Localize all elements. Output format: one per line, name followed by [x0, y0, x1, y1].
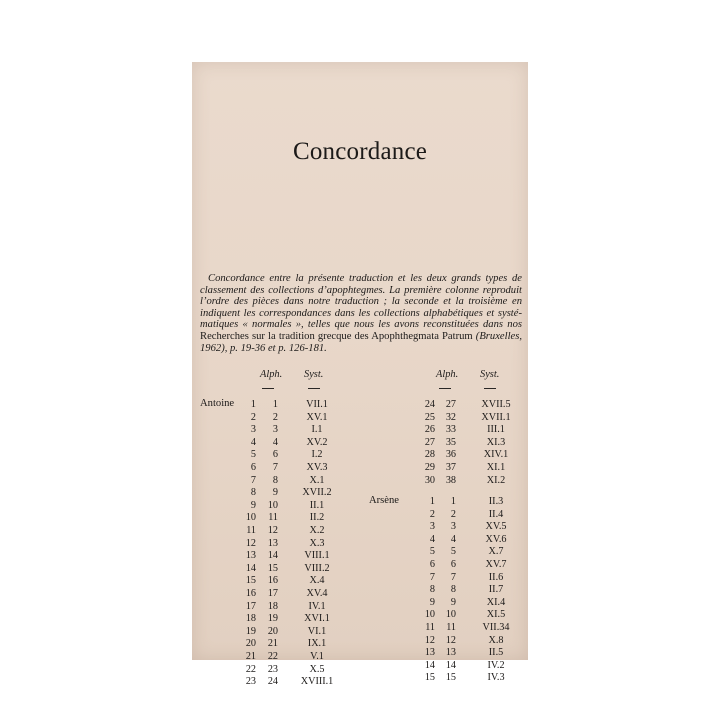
arsene-piece-number: 1 — [429, 496, 435, 507]
intro-paragraph — [200, 273, 522, 354]
arsene-piece-number: 15 — [424, 672, 435, 684]
antoine-syst-reference: XVI.1 — [304, 613, 330, 625]
arsene-piece-number: 12 — [424, 634, 435, 646]
antoine-syst-reference: VII.1 — [306, 399, 328, 410]
antoine-piece-number: 13 — [245, 550, 256, 562]
antoine-piece-number: 12 — [245, 537, 256, 549]
antoine-piece-number: 5 — [250, 449, 256, 461]
left-header-syst: Syst. — [304, 369, 324, 380]
antoine-cont-piece-number: 28 — [424, 449, 435, 461]
arsene-alph-number: 1 — [450, 496, 456, 507]
antoine-alph-number: 16 — [267, 575, 278, 587]
antoine-alph-number: 9 — [272, 487, 278, 499]
antoine-piece-number: 14 — [245, 562, 256, 574]
arsene-syst-reference: X.8 — [488, 634, 504, 646]
antoine-syst-reference: XV.3 — [306, 462, 328, 473]
antoine-syst-reference: V.1 — [310, 651, 324, 662]
antoine-syst-reference: I.2 — [311, 449, 323, 461]
antoine-piece-number: 3 — [250, 424, 256, 436]
antoine-alph-number: 10 — [267, 499, 278, 511]
arsene-alph-number: 9 — [450, 596, 456, 608]
antoine-piece-number: 4 — [250, 436, 256, 448]
antoine-syst-reference: IX.1 — [307, 638, 327, 650]
section-label-arsene: Arsène — [369, 495, 400, 506]
antoine-alph-number: 8 — [272, 474, 278, 486]
arsene-piece-number: 4 — [429, 533, 435, 545]
arsene-piece-number: 8 — [429, 584, 435, 596]
antoine-cont-alph-number: 33 — [445, 424, 456, 436]
antoine-cont-alph-number: 38 — [445, 474, 456, 486]
arsene-alph-number: 7 — [450, 571, 456, 583]
antoine-syst-reference: X.3 — [309, 537, 325, 549]
antoine-piece-number: 2 — [250, 411, 256, 423]
right-header-rule-alph — [439, 388, 451, 389]
antoine-alph-number: 2 — [272, 411, 278, 423]
antoine-cont-piece-number: 25 — [424, 411, 435, 423]
antoine-cont-syst-reference: III.1 — [487, 424, 505, 436]
antoine-syst-reference: VI.1 — [307, 625, 327, 637]
arsene-piece-number: 5 — [429, 546, 435, 558]
book-page — [192, 62, 528, 688]
arsene-alph-number: 8 — [450, 584, 456, 596]
antoine-alph-number: 19 — [267, 613, 278, 625]
antoine-alph-number: 3 — [272, 424, 278, 436]
antoine-piece-number: 17 — [245, 600, 256, 612]
antoine-cont-alph-number: 27 — [445, 399, 456, 410]
antoine-alph-number: 18 — [267, 600, 278, 612]
antoine-piece-number: 8 — [250, 487, 256, 499]
arsene-alph-number: 15 — [445, 672, 456, 684]
arsene-piece-number: 2 — [429, 508, 435, 520]
antoine-cont-syst-reference: XIV.1 — [483, 449, 509, 461]
arsene-syst-reference: XV.7 — [485, 559, 507, 570]
antoine-piece-number: 15 — [245, 575, 256, 587]
arsene-syst-reference: X.7 — [488, 546, 504, 558]
antoine-syst-reference: II.1 — [309, 499, 325, 511]
arsene-piece-number: 13 — [424, 647, 435, 659]
arsene-alph-number: 6 — [450, 559, 456, 570]
antoine-alph-number: 6 — [272, 449, 278, 461]
arsene-syst-reference: II.5 — [488, 647, 504, 659]
antoine-syst-reference: XV.2 — [306, 436, 328, 448]
arsene-syst-reference: II.4 — [488, 508, 504, 520]
arsene-alph-number: 5 — [450, 546, 456, 558]
antoine-syst-reference: VIII.1 — [304, 550, 330, 562]
antoine-piece-number: 23 — [245, 676, 256, 688]
antoine-alph-number: 7 — [272, 462, 278, 473]
antoine-cont-syst-reference: XI.3 — [486, 436, 506, 448]
antoine-cont-row — [192, 474, 528, 488]
antoine-syst-reference: VIII.2 — [304, 562, 330, 574]
arsene-alph-number: 10 — [445, 609, 456, 621]
arsene-piece-number: 9 — [429, 596, 435, 608]
antoine-piece-number: 19 — [245, 625, 256, 637]
antoine-cont-syst-reference: XI.2 — [486, 474, 506, 486]
arsene-syst-reference: II.7 — [488, 584, 504, 596]
antoine-piece-number: 1 — [250, 399, 256, 410]
antoine-alph-number: 1 — [272, 399, 278, 410]
antoine-syst-reference: XVII.2 — [302, 487, 332, 499]
antoine-syst-reference: XV.4 — [306, 588, 328, 599]
section-label-antoine: Antoine — [200, 398, 235, 409]
arsene-syst-reference: XI.4 — [486, 596, 506, 608]
antoine-alph-number: 22 — [267, 651, 278, 662]
antoine-cont-syst-reference: XVII.1 — [481, 411, 511, 423]
antoine-piece-number: 6 — [250, 462, 256, 473]
left-header-rule-alph — [262, 388, 274, 389]
left-header-alph: Alph. — [260, 369, 283, 380]
arsene-piece-number: 11 — [425, 622, 435, 633]
antoine-alph-number: 21 — [267, 638, 278, 650]
antoine-syst-reference: II.2 — [309, 512, 325, 524]
antoine-cont-piece-number: 27 — [424, 436, 435, 448]
intro-text-1: Concordance entre la présente traduction et les deux grands types de classement des collections d’apophtegmes. La première colonne reproduit l’ordre des pièces dans notre traduction ; la seconde et la troisième en indiquent les correspondances dans les collections alphabétiques et systématiques « normales », telles que nous les avons reconstituées dans nos — [200, 273, 522, 331]
antoine-piece-number: 10 — [245, 512, 256, 524]
antoine-alph-number: 14 — [267, 550, 278, 562]
page-title: Concordance — [292, 138, 428, 165]
antoine-syst-reference: X.2 — [309, 525, 325, 536]
antoine-piece-number: 22 — [245, 663, 256, 675]
antoine-syst-reference: X.1 — [309, 474, 325, 486]
antoine-piece-number: 18 — [245, 613, 256, 625]
antoine-piece-number: 16 — [245, 588, 256, 599]
antoine-alph-number: 23 — [267, 663, 278, 675]
antoine-cont-piece-number: 24 — [424, 399, 435, 410]
antoine-piece-number: 11 — [246, 525, 256, 536]
arsene-syst-reference: XV.5 — [485, 521, 507, 533]
arsene-syst-reference: VII.34 — [482, 622, 510, 633]
antoine-piece-number: 9 — [250, 499, 256, 511]
antoine-alph-number: 17 — [267, 588, 278, 599]
intro-text-2: Recherches sur la tradition grecque des Apophthegmata Patrum — [200, 330, 473, 342]
left-header-rule-syst — [308, 388, 320, 389]
antoine-syst-reference: X.5 — [309, 663, 325, 675]
antoine-cont-piece-number: 29 — [424, 462, 435, 473]
right-header-rule-syst — [484, 388, 496, 389]
antoine-syst-reference: IV.1 — [308, 600, 326, 612]
antoine-alph-number: 12 — [267, 525, 278, 536]
arsene-alph-number: 11 — [446, 622, 456, 633]
antoine-syst-reference: I.1 — [311, 424, 323, 436]
antoine-cont-alph-number: 35 — [445, 436, 456, 448]
arsene-row — [192, 671, 528, 685]
antoine-alph-number: 20 — [267, 625, 278, 637]
arsene-syst-reference: IV.3 — [487, 672, 505, 684]
right-header-syst: Syst. — [480, 369, 500, 380]
arsene-alph-number: 3 — [450, 521, 456, 533]
antoine-cont-syst-reference: XI.1 — [486, 462, 506, 473]
antoine-syst-reference: X.4 — [309, 575, 325, 587]
arsene-piece-number: 6 — [429, 559, 435, 570]
antoine-piece-number: 7 — [250, 474, 256, 486]
antoine-syst-reference: XVIII.1 — [300, 676, 334, 688]
antoine-alph-number: 11 — [268, 512, 278, 524]
antoine-piece-number: 21 — [245, 651, 256, 662]
arsene-alph-number: 4 — [450, 533, 456, 545]
antoine-cont-piece-number: 26 — [424, 424, 435, 436]
arsene-syst-reference: II.6 — [488, 571, 504, 583]
arsene-alph-number: 14 — [445, 659, 456, 671]
arsene-alph-number: 2 — [450, 508, 456, 520]
arsene-syst-reference: XV.6 — [485, 533, 507, 545]
arsene-piece-number: 3 — [429, 521, 435, 533]
antoine-cont-alph-number: 37 — [445, 462, 456, 473]
antoine-alph-number: 4 — [272, 436, 278, 448]
arsene-syst-reference: XI.5 — [486, 609, 506, 621]
antoine-alph-number: 24 — [267, 676, 278, 688]
antoine-cont-syst-reference: XVII.5 — [481, 399, 511, 410]
intro-text-3: (Bruxelles, 1962), p. 19-36 et p. 126-181. — [200, 330, 522, 354]
right-header-alph: Alph. — [436, 369, 459, 380]
arsene-alph-number: 13 — [445, 647, 456, 659]
arsene-piece-number: 7 — [429, 571, 435, 583]
antoine-alph-number: 15 — [267, 562, 278, 574]
arsene-piece-number: 14 — [424, 659, 435, 671]
antoine-cont-piece-number: 30 — [424, 474, 435, 486]
arsene-piece-number: 10 — [424, 609, 435, 621]
arsene-syst-reference: IV.2 — [487, 659, 505, 671]
antoine-syst-reference: XV.1 — [306, 411, 328, 423]
antoine-cont-alph-number: 32 — [445, 411, 456, 423]
arsene-alph-number: 12 — [445, 634, 456, 646]
antoine-alph-number: 13 — [267, 537, 278, 549]
antoine-cont-alph-number: 36 — [445, 449, 456, 461]
arsene-syst-reference: II.3 — [488, 496, 504, 507]
antoine-piece-number: 20 — [245, 638, 256, 650]
